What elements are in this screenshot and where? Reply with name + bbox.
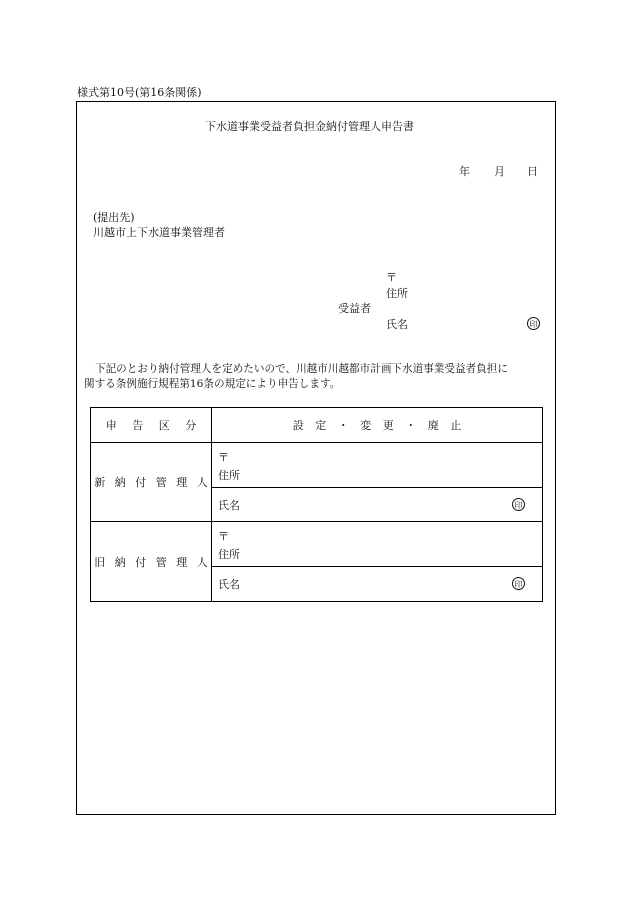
beneficiary-name-label: 氏名: [386, 318, 408, 331]
beneficiary-address-label: 住所: [386, 287, 408, 300]
new-manager-name-cell: [212, 488, 543, 522]
form-number: 様式第10号(第16条関係): [77, 86, 202, 99]
beneficiary-role-label: 受益者: [338, 302, 371, 315]
body-text-line2: 関する条例施行規程第16条の規定により申告します。: [84, 378, 341, 390]
date-year: 年: [459, 165, 470, 178]
recipient-name: 川越市上下水道事業管理者: [93, 226, 225, 239]
new-manager-label: 新 納 付 管 理 人: [91, 443, 212, 522]
declaration-type-options: 設 定 ・ 変 更 ・ 廃 止: [212, 408, 543, 443]
new-manager-address-label: 住所: [218, 469, 240, 482]
old-manager-postal-mark: 〒: [218, 530, 229, 543]
new-manager-seal-icon: 印: [512, 498, 525, 511]
declaration-type-label: 申 告 区 分: [91, 408, 212, 443]
table-row: [91, 522, 543, 567]
new-manager-postal-mark: 〒: [218, 451, 229, 464]
recipient-label: (提出先): [93, 211, 135, 224]
beneficiary-seal-icon: 印: [527, 317, 540, 330]
date-month: 月: [494, 165, 505, 178]
old-manager-name-label: 氏名: [218, 578, 240, 591]
table-header-row: [91, 408, 543, 443]
old-manager-address-cell: [212, 522, 543, 567]
declaration-table: [90, 407, 543, 602]
old-manager-name-cell: [212, 567, 543, 602]
form-title: 下水道事業受益者負担金納付管理人申告書: [205, 120, 414, 133]
new-manager-name-label: 氏名: [218, 498, 240, 512]
beneficiary-postal-mark: 〒: [386, 271, 397, 284]
table-row: [91, 443, 543, 488]
old-manager-address-label: 住所: [218, 548, 240, 561]
date-day: 日: [527, 165, 538, 178]
new-manager-address-cell: [212, 443, 543, 488]
old-manager-seal-icon: 印: [512, 577, 525, 590]
old-manager-label: 旧 納 付 管 理 人: [91, 522, 212, 602]
body-text-line1: 下記のとおり納付管理人を定めたいので、川越市川越都市計画下水道事業受益者負担に: [95, 363, 508, 375]
